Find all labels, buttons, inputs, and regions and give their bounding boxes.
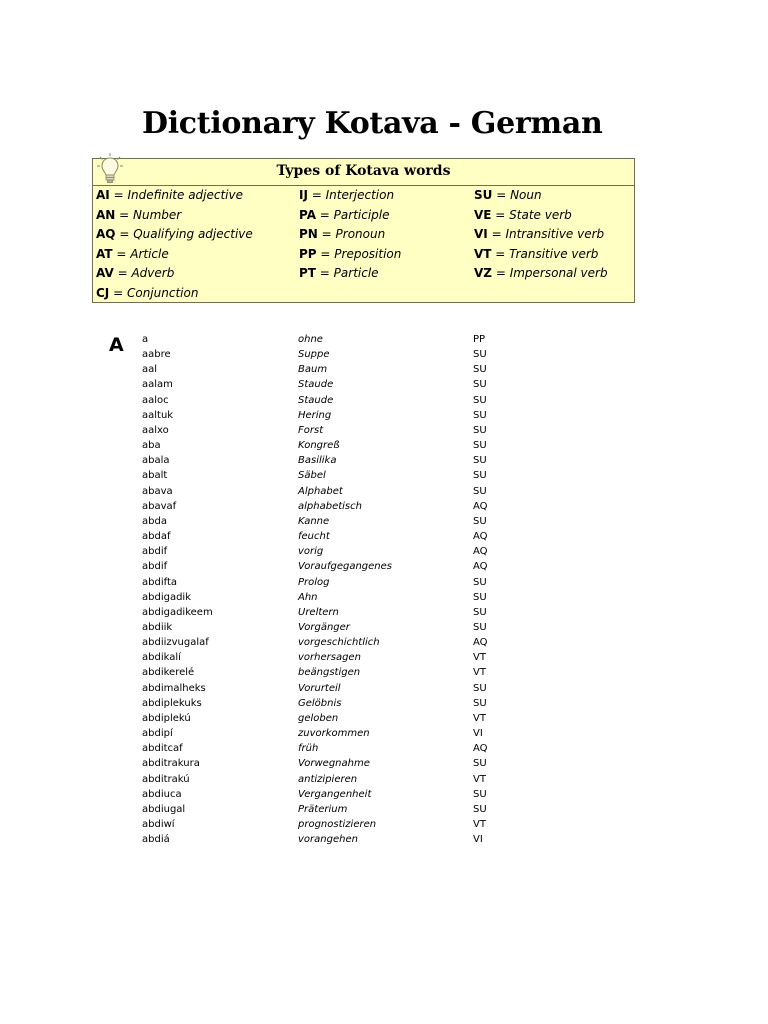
kotava-word: abdipí xyxy=(142,728,173,740)
word-type-code: PP xyxy=(299,246,317,261)
word-type-code: VE xyxy=(474,207,492,222)
page-title: Dictionary Kotava - German xyxy=(142,106,603,141)
legend-item xyxy=(299,264,401,284)
word-type-code: CJ xyxy=(96,285,110,300)
legend-item xyxy=(474,245,608,265)
kotava-word: aaltuk xyxy=(142,409,174,421)
german-translation: vorgeschichtlich xyxy=(298,637,380,649)
kotava-word: aba xyxy=(142,440,161,452)
german-translation: Gelöbnis xyxy=(298,697,342,709)
word-type: SU xyxy=(473,515,487,527)
kotava-word: aalam xyxy=(142,379,173,391)
kotava-word: abdiplekú xyxy=(142,712,191,724)
german-translation: Hering xyxy=(298,409,332,421)
equals-sign: = xyxy=(307,188,326,202)
equals-sign: = xyxy=(109,188,128,202)
german-translation: Ureltern xyxy=(298,606,339,618)
german-translation: Kanne xyxy=(298,515,330,527)
word-type-meaning: Number xyxy=(133,207,182,222)
german-translation: geloben xyxy=(298,712,339,724)
kotava-word: abdaf xyxy=(142,531,171,543)
kotava-word: abdikerelé xyxy=(142,667,195,679)
word-type: SU xyxy=(473,349,487,361)
german-translation: alphabetisch xyxy=(298,500,362,512)
kotava-word: abala xyxy=(142,455,170,467)
german-translation: Basilika xyxy=(298,455,337,467)
word-type-code: AN xyxy=(96,207,116,222)
word-type: VT xyxy=(473,712,486,724)
kotava-word: abavaf xyxy=(142,500,177,512)
word-type: SU xyxy=(473,682,487,694)
german-translation: Präterium xyxy=(298,803,348,815)
kotava-word: abava xyxy=(142,485,173,497)
kotava-word: abditrakura xyxy=(142,758,200,770)
word-type-meaning: Indefinite adjective xyxy=(127,188,243,202)
word-type-meaning: Preposition xyxy=(334,246,402,261)
word-type: VI xyxy=(473,834,483,846)
kotava-word: aabre xyxy=(142,349,171,361)
word-type: AQ xyxy=(473,546,488,558)
kotava-word: abdiwí xyxy=(142,819,175,830)
word-type-meaning: Qualifying adjective xyxy=(133,227,253,242)
word-type: VT xyxy=(473,819,486,830)
word-type: SU xyxy=(473,485,487,497)
german-translation: Suppe xyxy=(298,349,330,361)
kotava-word: abalt xyxy=(142,470,168,482)
kotava-word: abdigadikeem xyxy=(142,606,213,618)
german-translation: Prolog xyxy=(298,576,330,588)
legend-item xyxy=(299,206,401,226)
word-type: SU xyxy=(473,470,487,482)
kotava-word: abditrakú xyxy=(142,773,190,785)
equals-sign: = xyxy=(491,246,510,261)
word-type-meaning: Conjunction xyxy=(126,285,199,300)
word-type: VI xyxy=(473,728,483,740)
german-translation: Voraufgegangenes xyxy=(298,561,392,573)
german-translation: feucht xyxy=(298,531,330,543)
equals-sign: = xyxy=(487,227,506,242)
german-translation: antizipieren xyxy=(298,773,358,785)
word-type-meaning: Impersonal verb xyxy=(509,266,608,281)
word-type: SU xyxy=(473,424,487,436)
word-type-meaning: Interjection xyxy=(325,188,395,202)
word-type: SU xyxy=(473,364,487,376)
word-type: SU xyxy=(473,758,487,770)
german-translation: früh xyxy=(298,743,319,755)
word-type-meaning: Participle xyxy=(333,207,390,222)
kotava-word: aalxo xyxy=(142,424,169,436)
legend-item xyxy=(96,206,253,226)
german-translation: Vorgänger xyxy=(298,621,350,633)
legend-column xyxy=(96,186,253,304)
word-type: SU xyxy=(473,621,487,633)
legend-item xyxy=(96,284,253,304)
legend-item xyxy=(96,264,253,284)
word-type: SU xyxy=(473,697,487,709)
equals-sign: = xyxy=(315,207,334,222)
word-type-code: VI xyxy=(474,227,488,242)
german-translation: Staude xyxy=(298,394,334,406)
equals-sign: = xyxy=(317,227,336,242)
section-letter: A xyxy=(109,334,124,356)
equals-sign: = xyxy=(492,188,511,202)
german-translation: Ahn xyxy=(298,591,318,603)
word-type: SU xyxy=(473,606,487,618)
word-type-code: AI xyxy=(96,188,110,202)
word-type-code: AV xyxy=(96,266,114,281)
word-types-legend xyxy=(92,158,635,303)
kotava-word: abdikalí xyxy=(142,652,181,664)
word-type-meaning: State verb xyxy=(509,207,572,222)
equals-sign: = xyxy=(492,266,510,281)
word-type: AQ xyxy=(473,500,488,512)
german-translation: vorangehen xyxy=(298,834,358,846)
word-type-code: AQ xyxy=(96,227,116,242)
legend-item xyxy=(96,186,253,206)
equals-sign: = xyxy=(315,266,334,281)
word-type: SU xyxy=(473,803,487,815)
word-type: SU xyxy=(473,440,487,452)
equals-sign: = xyxy=(109,285,127,300)
german-translation: Vorwegnahme xyxy=(298,758,370,770)
word-type-code: IJ xyxy=(299,188,308,202)
kotava-word: abdiik xyxy=(142,621,173,633)
word-type: SU xyxy=(473,576,487,588)
kotava-word: abdiplekuks xyxy=(142,697,202,709)
word-type: VT xyxy=(473,773,486,785)
legend-item xyxy=(299,245,401,265)
word-type: SU xyxy=(473,591,487,603)
kotava-word: abda xyxy=(142,515,167,527)
kotava-word: abdimalheks xyxy=(142,682,206,694)
legend-item xyxy=(96,225,253,245)
word-type-meaning: Noun xyxy=(510,188,542,202)
word-type: VT xyxy=(473,667,486,679)
kotava-word: abdif xyxy=(142,561,168,573)
german-translation: Vorurteil xyxy=(298,682,341,694)
word-type: AQ xyxy=(473,637,488,649)
kotava-word: abdiizvugalaf xyxy=(142,637,209,649)
legend-header xyxy=(93,159,634,186)
kotava-word: abdiuca xyxy=(142,788,182,800)
legend-item xyxy=(474,225,608,245)
german-translation: Staude xyxy=(298,379,334,391)
kotava-word: abdiá xyxy=(142,834,170,846)
legend-item xyxy=(299,225,401,245)
word-type: SU xyxy=(473,394,487,406)
word-type: AQ xyxy=(473,531,488,543)
equals-sign: = xyxy=(115,227,134,242)
word-type-meaning: Intransitive verb xyxy=(505,227,605,242)
word-type-code: VT xyxy=(474,246,492,261)
equals-sign: = xyxy=(115,207,134,222)
kotava-word: abdiugal xyxy=(142,803,186,815)
equals-sign: = xyxy=(112,246,131,261)
kotava-word: abditcaf xyxy=(142,743,183,755)
equals-sign: = xyxy=(491,207,510,222)
german-translation: Alphabet xyxy=(298,485,343,497)
equals-sign: = xyxy=(316,246,335,261)
word-type-code: PT xyxy=(299,266,316,281)
word-type-meaning: Particle xyxy=(333,266,379,281)
legend-item xyxy=(474,186,608,206)
word-type: AQ xyxy=(473,743,488,755)
word-type: SU xyxy=(473,788,487,800)
word-type: SU xyxy=(473,455,487,467)
word-type-meaning: Pronoun xyxy=(335,227,386,242)
word-type: PP xyxy=(473,334,486,345)
word-type: SU xyxy=(473,379,487,391)
legend-item xyxy=(474,206,608,226)
german-translation: vorhersagen xyxy=(298,652,361,664)
kotava-word: aal xyxy=(142,364,158,376)
german-translation: vorig xyxy=(298,546,324,558)
german-translation: Forst xyxy=(298,424,324,436)
legend-item xyxy=(299,186,401,206)
legend-item xyxy=(474,264,608,284)
word-type-code: SU xyxy=(474,188,493,202)
word-type-meaning: Article xyxy=(130,246,169,261)
german-translation: Säbel xyxy=(298,470,326,482)
word-type-meaning: Adverb xyxy=(131,266,175,281)
german-translation: prognostizieren xyxy=(298,819,377,830)
kotava-word: aaloc xyxy=(142,394,169,406)
word-type: VT xyxy=(473,652,486,664)
word-type: AQ xyxy=(473,561,488,573)
word-type-meaning: Transitive verb xyxy=(509,246,599,261)
german-translation: beängstigen xyxy=(298,667,361,679)
legend-title: Types of Kotava words xyxy=(276,163,451,179)
german-translation: Baum xyxy=(298,364,328,376)
word-type-code: PA xyxy=(299,207,316,222)
kotava-word: a xyxy=(142,334,149,345)
word-type-code: PN xyxy=(299,227,318,242)
german-translation: Kongreß xyxy=(298,440,340,452)
legend-column xyxy=(474,186,608,284)
kotava-word: abdif xyxy=(142,546,168,558)
kotava-word: abdigadik xyxy=(142,591,191,603)
kotava-word: abdifta xyxy=(142,576,177,588)
equals-sign: = xyxy=(113,266,132,281)
word-type: SU xyxy=(473,409,487,421)
german-translation: Vergangenheit xyxy=(298,788,372,800)
german-translation: zuvorkommen xyxy=(298,728,370,740)
word-type-code: AT xyxy=(96,246,113,261)
german-translation: ohne xyxy=(298,334,323,345)
word-type-code: VZ xyxy=(474,266,492,281)
legend-item xyxy=(96,245,253,265)
legend-column xyxy=(299,186,401,284)
